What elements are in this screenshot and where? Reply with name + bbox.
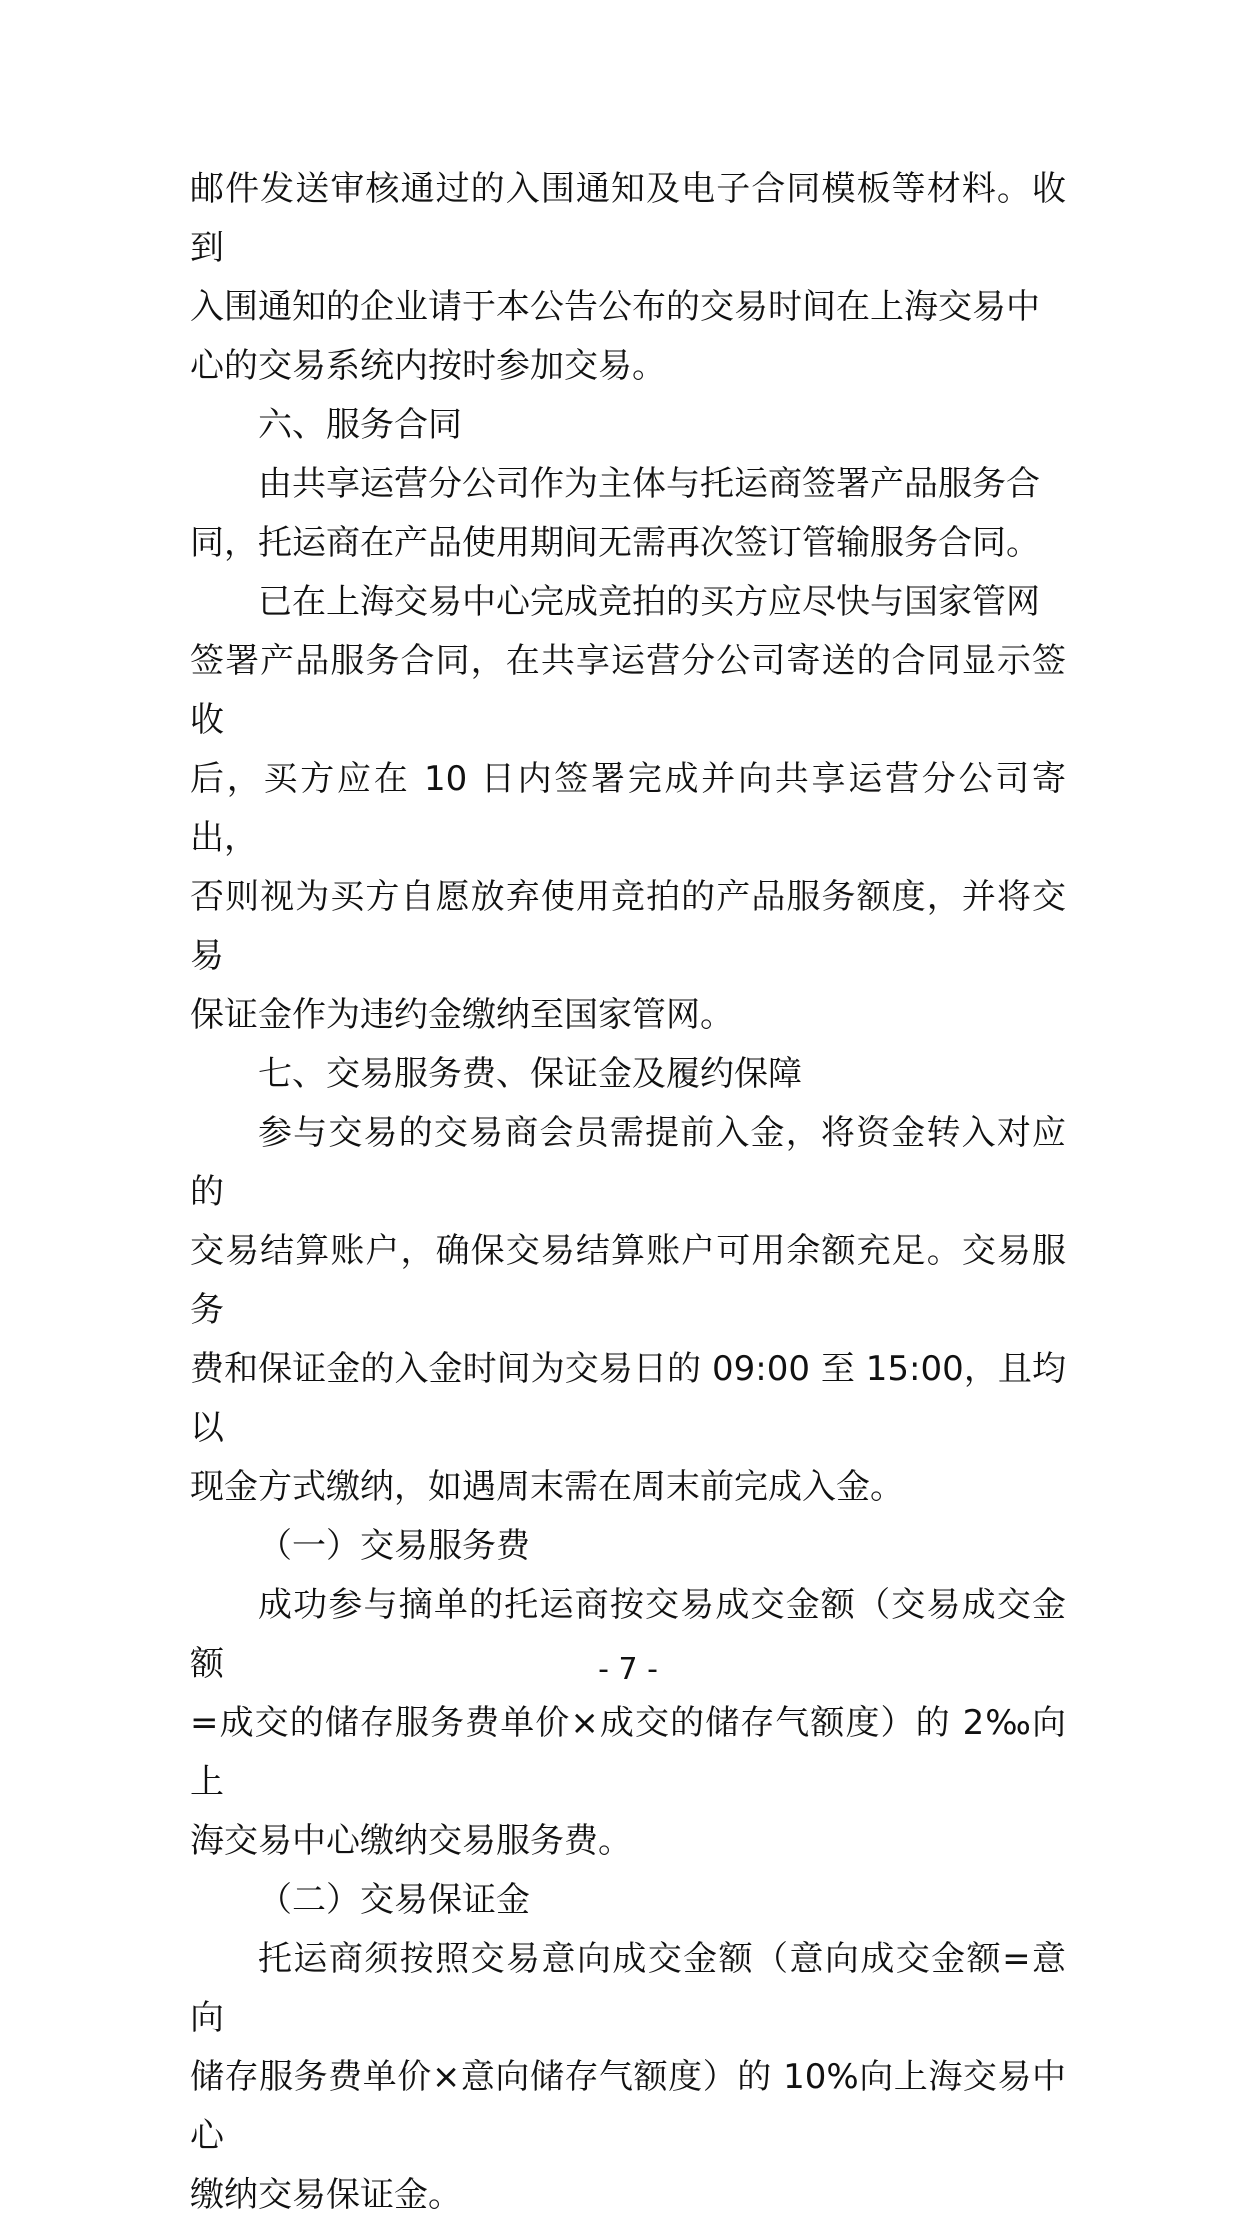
page-number: - 7 -	[598, 1652, 658, 1687]
subsection-heading-deposit	[190, 1871, 1066, 1930]
paragraph-continuation	[190, 160, 1066, 396]
document-body	[190, 160, 1066, 2225]
paragraph-deposit-funds	[190, 1104, 1066, 1517]
paragraph-service-fee	[190, 1576, 1066, 1871]
heading-text: 七、交易服务费、保证金及履约保障	[258, 1054, 802, 1094]
text-line: 心的交易系统内按时参加交易。	[190, 346, 666, 386]
text-line: 保证金作为违约金缴纳至国家管网。	[190, 995, 734, 1035]
heading-text: （一）交易服务费	[258, 1526, 530, 1566]
paragraph-contract-subject	[190, 455, 1066, 573]
text-line: 由共享运营分公司作为主体与托运商签署产品服务合	[258, 464, 1040, 504]
text-line: 否则视为买方自愿放弃使用竞拍的产品服务额度，并将交易	[190, 877, 1066, 976]
paragraph-contract-signing	[190, 573, 1066, 1045]
paragraph-deposit	[190, 1930, 1066, 2225]
text-line: 现金方式缴纳，如遇周末需在周末前完成入金。	[190, 1467, 904, 1507]
text-line: 成功参与摘单的托运商按交易成交金额（交易成交金额	[190, 1585, 1066, 1684]
section-heading-service-contract	[190, 396, 1066, 455]
text-line: 后，买方应在 10 日内签署完成并向共享运营分公司寄出，	[190, 759, 1066, 858]
text-line: 费和保证金的入金时间为交易日的 09:00 至 15:00，且均以	[190, 1349, 1066, 1448]
text-line: =成交的储存服务费单价×成交的储存气额度）的 2‰向上	[190, 1703, 1066, 1802]
text-line: 参与交易的交易商会员需提前入金，将资金转入对应的	[190, 1113, 1066, 1212]
text-line: 储存服务费单价×意向储存气额度）的 10%向上海交易中心	[190, 2057, 1066, 2156]
text-line: 签署产品服务合同，在共享运营分公司寄送的合同显示签收	[190, 641, 1066, 740]
section-heading-fees-deposit	[190, 1045, 1066, 1104]
text-line: 邮件发送审核通过的入围通知及电子合同模板等材料。收到	[190, 169, 1066, 268]
subsection-heading-service-fee	[190, 1517, 1066, 1576]
text-line: 同，托运商在产品使用期间无需再次签订管输服务合同。	[190, 523, 1040, 563]
heading-text: 六、服务合同	[258, 405, 462, 445]
text-line: 入围通知的企业请于本公告公布的交易时间在上海交易中	[190, 287, 1040, 327]
text-line: 交易结算账户，确保交易结算账户可用余额充足。交易服务	[190, 1231, 1066, 1330]
text-line: 已在上海交易中心完成竞拍的买方应尽快与国家管网	[258, 582, 1040, 622]
text-line: 海交易中心缴纳交易服务费。	[190, 1821, 632, 1861]
text-line: 缴纳交易保证金。	[190, 2175, 462, 2215]
text-line: 托运商须按照交易意向成交金额（意向成交金额=意向	[190, 1939, 1066, 2038]
heading-text: （二）交易保证金	[258, 1880, 530, 1920]
